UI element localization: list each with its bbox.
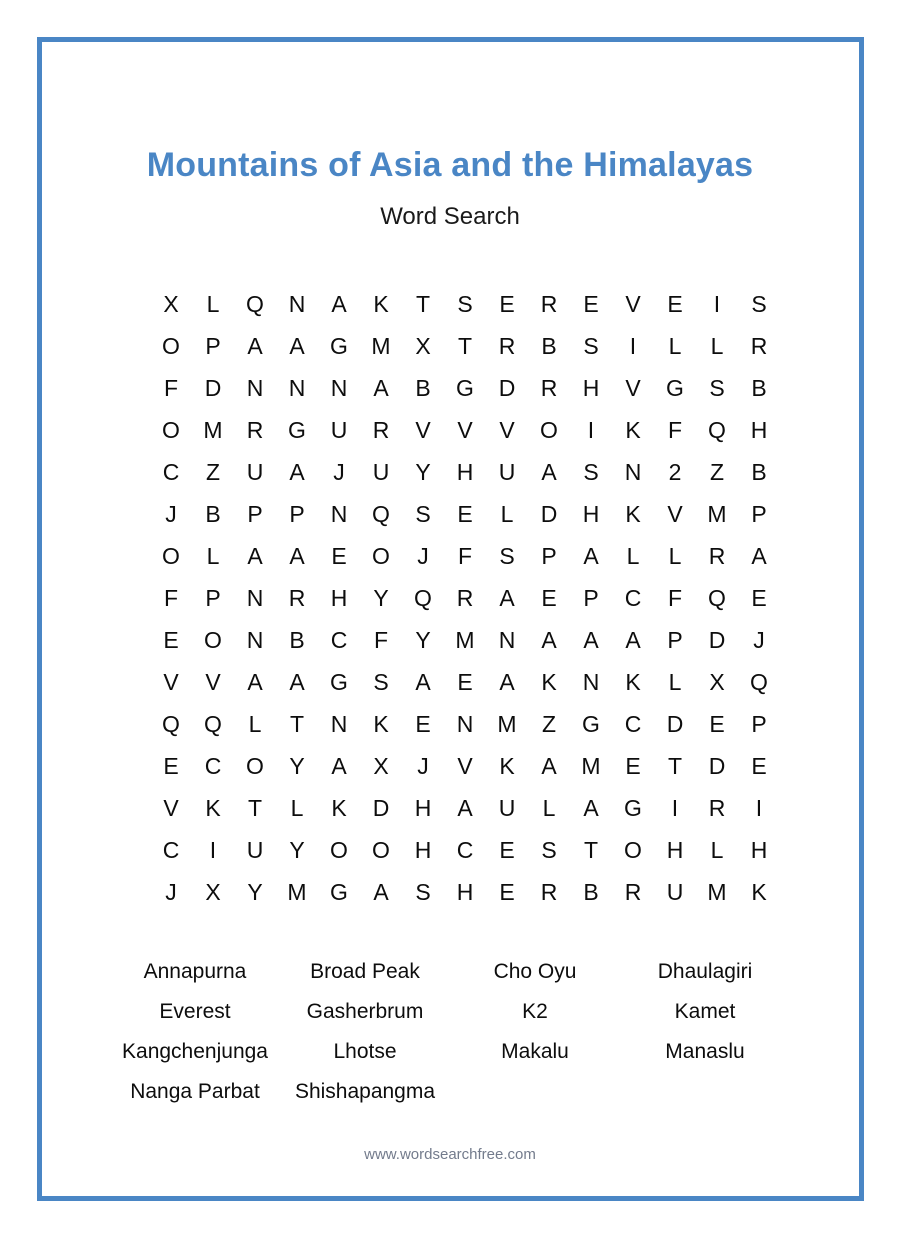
grid-cell[interactable]: J (165, 500, 177, 527)
grid-cell[interactable]: U (246, 836, 264, 863)
grid-cell[interactable]: E (163, 752, 179, 779)
grid-cell[interactable]: U (330, 416, 348, 443)
grid-cell[interactable]: B (751, 458, 767, 485)
grid-cell[interactable]: F (667, 416, 683, 443)
grid-cell[interactable]: Q (372, 500, 390, 527)
grid-cell[interactable]: S (751, 290, 767, 317)
grid-cell[interactable]: M (497, 710, 517, 737)
grid-cell[interactable]: N (330, 374, 348, 401)
grid-cell[interactable]: B (751, 374, 767, 401)
grid-cell[interactable]: K (205, 794, 221, 821)
grid-cell[interactable]: K (625, 500, 641, 527)
word-list-item[interactable]: Gasherbrum (306, 1000, 424, 1023)
word-list (110, 952, 790, 1112)
grid-cell[interactable]: T (667, 752, 683, 779)
grid-cell[interactable]: K (373, 710, 389, 737)
grid-cell[interactable]: E (331, 542, 347, 569)
grid-cell[interactable]: B (289, 626, 305, 653)
grid-cell[interactable]: V (457, 752, 473, 779)
grid-cell[interactable]: C (456, 836, 474, 863)
grid-cell[interactable]: J (753, 626, 765, 653)
grid-cell[interactable]: O (372, 836, 390, 863)
grid-cell[interactable]: K (541, 668, 557, 695)
grid-cell[interactable]: D (708, 752, 726, 779)
grid-cell[interactable]: S (457, 290, 473, 317)
grid-cell[interactable]: A (373, 878, 389, 905)
word-list-item[interactable]: Broad Peak (310, 960, 420, 983)
grid-cell[interactable]: R (540, 878, 558, 905)
grid-cell[interactable]: D (708, 626, 726, 653)
grid-cell[interactable]: T (415, 290, 431, 317)
grid-cell[interactable]: Y (289, 752, 305, 779)
grid-cell[interactable]: N (288, 290, 306, 317)
grid-cell[interactable]: X (163, 290, 179, 317)
grid-cell[interactable]: H (750, 416, 768, 443)
grid-cell[interactable]: S (541, 836, 557, 863)
grid-cell[interactable]: 2 (668, 458, 682, 485)
grid-cell[interactable]: L (710, 332, 724, 359)
grid-cell[interactable]: E (163, 626, 179, 653)
grid-cell[interactable]: A (247, 668, 263, 695)
grid-cell[interactable]: E (709, 710, 725, 737)
grid-cell[interactable]: O (162, 332, 180, 359)
word-list-item[interactable]: Kamet (674, 1000, 736, 1023)
grid-cell[interactable]: P (247, 500, 263, 527)
grid-cell[interactable]: C (624, 710, 642, 737)
grid-cell[interactable]: S (583, 458, 599, 485)
grid-cell[interactable]: T (247, 794, 263, 821)
grid-cell[interactable]: V (625, 374, 641, 401)
grid-cell[interactable]: K (499, 752, 515, 779)
word-list-item[interactable]: Manaslu (665, 1040, 745, 1063)
grid-cell[interactable]: Y (415, 458, 431, 485)
grid-cell[interactable]: A (289, 668, 305, 695)
footer-url: www.wordsearchfree.com (364, 1146, 536, 1163)
word-list-item[interactable]: K2 (522, 1000, 548, 1023)
grid-cell[interactable]: P (205, 584, 221, 611)
grid-cell[interactable]: H (414, 794, 432, 821)
grid-cell[interactable]: M (455, 626, 475, 653)
grid-cell[interactable]: E (457, 500, 473, 527)
grid-cell[interactable]: A (625, 626, 641, 653)
grid-cell[interactable]: E (499, 836, 515, 863)
grid-cell[interactable]: B (583, 878, 599, 905)
grid-cell[interactable]: C (204, 752, 222, 779)
grid-cell[interactable]: J (333, 458, 345, 485)
grid-cell[interactable]: G (288, 416, 306, 443)
grid-cell[interactable]: F (373, 626, 389, 653)
grid-cell[interactable]: E (583, 290, 599, 317)
grid-cell[interactable]: K (625, 416, 641, 443)
word-list-item[interactable]: Everest (159, 1000, 231, 1023)
grid-cell[interactable]: A (289, 542, 305, 569)
grid-cell[interactable]: M (287, 878, 307, 905)
grid-cell[interactable]: U (246, 458, 264, 485)
grid-cell[interactable]: O (330, 836, 348, 863)
grid-cell[interactable]: G (330, 332, 348, 359)
grid-cell[interactable]: E (541, 584, 557, 611)
grid-cell[interactable]: J (417, 752, 429, 779)
grid-cell[interactable]: E (751, 584, 767, 611)
grid-cell[interactable]: E (625, 752, 641, 779)
grid-cell[interactable]: K (751, 878, 767, 905)
grid-cell[interactable]: L (248, 710, 262, 737)
grid-cell[interactable]: E (751, 752, 767, 779)
grid-cell[interactable]: A (373, 374, 389, 401)
page-title: Mountains of Asia and the Himalayas (146, 146, 754, 184)
grid-cell[interactable]: V (163, 668, 179, 695)
grid-cell[interactable]: A (499, 584, 515, 611)
grid-cell[interactable]: M (581, 752, 601, 779)
grid-cell[interactable]: S (583, 332, 599, 359)
grid-cell[interactable]: V (457, 416, 473, 443)
grid-cell[interactable]: N (456, 710, 474, 737)
grid-cell[interactable]: C (162, 458, 180, 485)
grid-cell[interactable]: H (582, 374, 600, 401)
grid-cell[interactable]: R (540, 374, 558, 401)
grid-cell[interactable]: L (500, 500, 514, 527)
grid-cell[interactable]: G (330, 668, 348, 695)
grid-cell[interactable]: L (668, 542, 682, 569)
grid-cell[interactable]: A (457, 794, 473, 821)
grid-cell[interactable]: L (626, 542, 640, 569)
grid-cell[interactable]: D (498, 374, 516, 401)
grid-cell[interactable]: O (372, 542, 390, 569)
grid-cell[interactable]: C (330, 626, 348, 653)
grid-cell[interactable]: U (372, 458, 390, 485)
grid-cell[interactable]: M (707, 878, 727, 905)
grid-cell[interactable]: F (457, 542, 473, 569)
grid-cell[interactable]: U (498, 794, 516, 821)
grid-cell[interactable]: M (203, 416, 223, 443)
grid-cell[interactable]: Q (204, 710, 222, 737)
grid-cell[interactable]: H (666, 836, 684, 863)
grid-cell[interactable]: L (710, 836, 724, 863)
grid-cell[interactable]: Y (373, 584, 389, 611)
grid-cell[interactable]: B (205, 500, 221, 527)
word-list-item[interactable]: Lhotse (333, 1040, 397, 1063)
grid-cell[interactable]: S (415, 500, 431, 527)
grid-cell[interactable]: E (415, 710, 431, 737)
grid-cell[interactable]: E (499, 290, 515, 317)
grid-cell[interactable]: P (751, 710, 767, 737)
grid-cell[interactable]: Y (289, 836, 305, 863)
grid-cell[interactable]: V (667, 500, 683, 527)
grid-cell[interactable]: V (499, 416, 515, 443)
grid-cell[interactable]: Q (246, 290, 264, 317)
grid-cell[interactable]: U (498, 458, 516, 485)
grid-cell[interactable]: H (414, 836, 432, 863)
grid-cell[interactable]: N (246, 374, 264, 401)
grid-cell[interactable]: N (288, 374, 306, 401)
grid-cell[interactable]: R (708, 542, 726, 569)
grid-cell[interactable]: I (209, 836, 217, 863)
grid-cell[interactable]: E (499, 878, 515, 905)
grid-cell[interactable]: G (624, 794, 642, 821)
grid-cell[interactable]: M (371, 332, 391, 359)
grid-cell[interactable]: G (330, 878, 348, 905)
grid-cell[interactable]: F (163, 584, 179, 611)
grid-cell[interactable]: I (671, 794, 679, 821)
grid-cell[interactable]: A (541, 626, 557, 653)
grid-cell[interactable]: S (709, 374, 725, 401)
grid-cell[interactable]: P (751, 500, 767, 527)
grid-cell[interactable]: D (540, 500, 558, 527)
grid-cell[interactable]: Q (708, 584, 726, 611)
grid-cell[interactable]: U (666, 878, 684, 905)
grid-cell[interactable]: A (541, 458, 557, 485)
grid-cell[interactable]: M (707, 500, 727, 527)
grid-cell[interactable]: R (456, 584, 474, 611)
grid-cell[interactable]: H (456, 878, 474, 905)
grid-cell[interactable]: G (582, 710, 600, 737)
grid-cell[interactable]: V (625, 290, 641, 317)
word-list-item[interactable]: Cho Oyu (493, 960, 577, 983)
grid-cell[interactable]: A (583, 794, 599, 821)
grid-cell[interactable]: L (206, 290, 220, 317)
grid-cell[interactable]: D (666, 710, 684, 737)
grid-cell[interactable]: R (288, 584, 306, 611)
grid-cell[interactable]: V (205, 668, 221, 695)
grid-cell[interactable]: K (331, 794, 347, 821)
grid-cell[interactable]: V (163, 794, 179, 821)
grid-cell[interactable]: N (246, 626, 264, 653)
grid-cell[interactable]: X (373, 752, 389, 779)
grid-cell[interactable]: A (499, 668, 515, 695)
grid-cell[interactable]: L (290, 794, 304, 821)
grid-cell[interactable]: A (583, 626, 599, 653)
grid-cell[interactable]: T (583, 836, 599, 863)
grid-cell[interactable]: F (667, 584, 683, 611)
grid-cell[interactable]: O (162, 542, 180, 569)
grid-cell[interactable]: B (415, 374, 431, 401)
grid-cell[interactable]: Z (709, 458, 725, 485)
grid-cell[interactable]: Q (750, 668, 768, 695)
word-list-item[interactable]: Nanga Parbat (130, 1080, 260, 1103)
grid-cell[interactable]: P (289, 500, 305, 527)
grid-cell[interactable]: N (624, 458, 642, 485)
word-list-item[interactable]: Makalu (501, 1040, 569, 1063)
word-list-item[interactable]: Annapurna (143, 960, 247, 983)
grid-cell[interactable]: O (624, 836, 642, 863)
grid-cell[interactable]: N (330, 500, 348, 527)
grid-cell[interactable]: H (750, 836, 768, 863)
grid-cell[interactable]: H (456, 458, 474, 485)
grid-cell[interactable]: N (582, 668, 600, 695)
grid-cell[interactable]: A (583, 542, 599, 569)
grid-cell[interactable]: L (542, 794, 556, 821)
grid-cell[interactable]: H (330, 584, 348, 611)
grid-cell[interactable]: E (457, 668, 473, 695)
grid-cell[interactable]: L (206, 542, 220, 569)
grid-cell[interactable]: D (204, 374, 222, 401)
grid-cell[interactable]: J (165, 878, 177, 905)
grid-cell[interactable]: L (668, 668, 682, 695)
grid-cell[interactable]: X (205, 878, 221, 905)
grid-cell[interactable]: I (713, 290, 721, 317)
grid-cell[interactable]: K (373, 290, 389, 317)
grid-cell[interactable]: A (247, 542, 263, 569)
grid-cell[interactable]: Q (162, 710, 180, 737)
grid-cell[interactable]: H (582, 500, 600, 527)
grid-cell[interactable]: R (708, 794, 726, 821)
grid-cell[interactable]: R (750, 332, 768, 359)
word-list-item[interactable]: Dhaulagiri (657, 960, 753, 983)
grid-cell[interactable]: I (629, 332, 637, 359)
grid-cell[interactable]: Q (414, 584, 432, 611)
grid-cell[interactable]: A (541, 752, 557, 779)
grid-cell[interactable]: A (331, 290, 347, 317)
grid-cell[interactable]: A (247, 332, 263, 359)
grid-cell[interactable]: P (667, 626, 683, 653)
grid-cell[interactable]: I (755, 794, 763, 821)
grid-cell[interactable]: R (624, 878, 642, 905)
grid-cell[interactable]: V (415, 416, 431, 443)
page-subtitle: Word Search (380, 203, 520, 230)
grid-cell[interactable]: O (204, 626, 222, 653)
grid-cell[interactable]: X (415, 332, 431, 359)
grid-cell[interactable]: R (498, 332, 516, 359)
grid-cell[interactable]: G (456, 374, 474, 401)
grid-cell[interactable]: R (540, 290, 558, 317)
grid-cell[interactable]: N (246, 584, 264, 611)
grid-cell[interactable]: N (330, 710, 348, 737)
grid-cell[interactable]: S (373, 668, 389, 695)
grid-cell[interactable]: T (289, 710, 305, 737)
word-list-item[interactable]: Kangchenjunga (122, 1040, 268, 1063)
grid-cell[interactable]: N (498, 626, 516, 653)
grid-cell[interactable]: L (668, 332, 682, 359)
grid-cell[interactable]: A (331, 752, 347, 779)
grid-cell[interactable]: K (625, 668, 641, 695)
grid-cell[interactable]: G (666, 374, 684, 401)
grid-cell[interactable]: X (709, 668, 725, 695)
grid-cell[interactable]: E (667, 290, 683, 317)
grid-cell[interactable]: Y (415, 626, 431, 653)
grid-cell[interactable]: P (541, 542, 557, 569)
grid-cell[interactable]: T (457, 332, 473, 359)
grid-cell[interactable]: C (162, 836, 180, 863)
grid-cell[interactable]: S (415, 878, 431, 905)
grid-cell[interactable]: Y (247, 878, 263, 905)
grid-cell[interactable]: Z (541, 710, 557, 737)
grid-cell[interactable]: O (162, 416, 180, 443)
word-list-item[interactable]: Shishapangma (294, 1080, 436, 1103)
grid-cell[interactable]: D (372, 794, 390, 821)
grid-cell[interactable]: I (587, 416, 595, 443)
grid-cell[interactable]: Q (708, 416, 726, 443)
grid-cell[interactable]: A (751, 542, 767, 569)
grid-cell[interactable]: R (246, 416, 264, 443)
grid-cell[interactable]: A (289, 332, 305, 359)
grid-cell[interactable]: R (372, 416, 390, 443)
grid-cell[interactable]: A (289, 458, 305, 485)
grid-cell[interactable]: O (540, 416, 558, 443)
grid-cell[interactable]: B (541, 332, 557, 359)
grid-cell[interactable]: P (583, 584, 599, 611)
grid-cell[interactable]: A (415, 668, 431, 695)
grid-cell[interactable]: P (205, 332, 221, 359)
grid-cell[interactable]: Z (205, 458, 221, 485)
letter-grid (150, 283, 780, 913)
grid-cell[interactable]: S (499, 542, 515, 569)
grid-cell[interactable]: F (163, 374, 179, 401)
grid-cell[interactable]: C (624, 584, 642, 611)
grid-cell[interactable]: J (417, 542, 429, 569)
grid-cell[interactable]: O (246, 752, 264, 779)
